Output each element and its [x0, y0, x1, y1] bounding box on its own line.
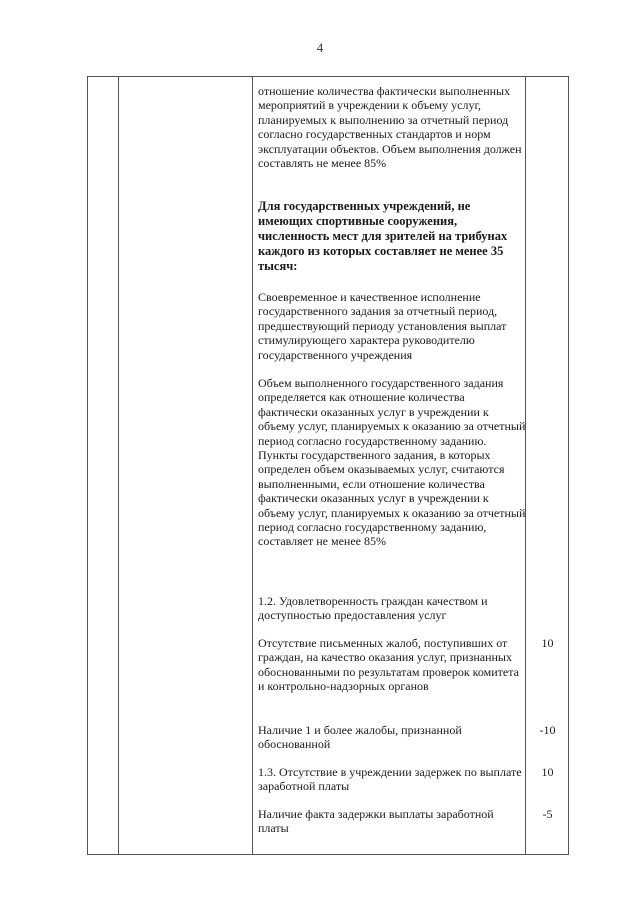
criterion-subheading: 1.3. Отсутствие в учреждении задержек по выплате заработной платы	[258, 765, 522, 794]
score-value: -5	[542, 807, 553, 821]
score-value: 10	[541, 636, 554, 650]
criterion-text: Отсутствие письменных жалоб, поступивших от граждан, на качество оказания услуг, признанных обоснованными по результатам проверок комитета и контрольно-надзорных органов	[258, 636, 519, 694]
criterion-text: Наличие 1 и более жалобы, признанной обоснованной	[258, 723, 462, 752]
criterion-text	[258, 376, 526, 549]
page-number: 4	[316, 40, 324, 55]
criterion-text: Своевременное и качественное исполнение государственного задания за отчетный период, предшествующий периоду установления выплат стимулирующего характера руководителю государственного учреждения	[258, 290, 507, 362]
criterion-text: отношение количества фактически выполненных мероприятий в учреждении к объему услуг, планируемых к выполнению за отчетный период согласно государственных стандартов и норм эксплуатации объектов. Объем выполнения должен составлять не менее 85%	[258, 84, 522, 171]
criterion-paragraph: Объем выполненного государственного задания определяется как отношение количества фактически оказанных услуг в учреждении к объему услуг, планируемых к оказанию за отчетный период согласно государственному заданию.	[258, 376, 526, 448]
criterion-paragraph: Пункты государственного задания, в которых определен объем оказываемых услуг, считаются выполненными, если отношение количества фактически оказанных услуг в учреждении к объему услуг, планируемых к оказанию за отчетный период согласно государственному заданию, составляет не менее 85%	[258, 448, 526, 549]
section-heading: Для государственных учреждений, не имеющих спортивные сооружения, численность мест для зрителей на трибунах каждого из которых составляет не менее 35 тысяч:	[258, 199, 508, 273]
column-divider	[252, 77, 253, 854]
score-value: 10	[541, 765, 554, 779]
criterion-text: Наличие факта задержки выплаты заработной платы	[258, 807, 494, 836]
column-divider	[118, 77, 119, 854]
score-value: -10	[539, 723, 556, 737]
criterion-subheading: 1.2. Удовлетворенность граждан качеством и доступностью предоставления услуг	[258, 594, 488, 623]
